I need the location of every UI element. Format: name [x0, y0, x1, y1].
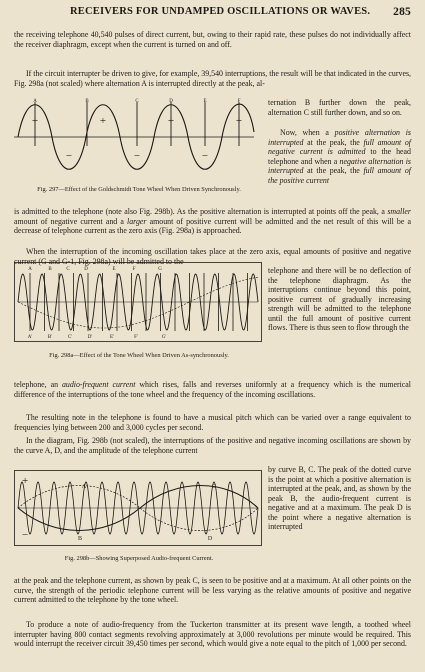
paragraph-2-side: ternation B further down the peak, alternation C still further down, and so on. [268, 98, 411, 117]
text-run: amount of negative current and a [14, 216, 128, 226]
paragraph-6 [14, 380, 411, 399]
paragraph-1: the receiving telephone 40,540 pulses of direct current, but, owing to their rapid rate, these pulses do not individually affect the receiver diaphragm, except when the current is turned on and off. [14, 30, 411, 49]
paragraph-2-top: If the circuit interrupter be driven to give, for example, 39,540 interruptions, the result will be that indicated in the curves, Fig. 298a (not scaled) where alternation A is interrupted directly at the peak, al- [14, 69, 411, 88]
label-d: D [207, 536, 213, 542]
emphasis: larger [127, 216, 147, 226]
plus-sign: + [22, 475, 29, 487]
paragraph-8-top: In the diagram, Fig. 298b (not scaled), the interruptions of the positive and negative incoming oscillations are shown by the curve A, D, and the amplitude of the telephone current [14, 436, 411, 455]
text-run: which rises, falls and reverses uniformly at a frequency which is the numerical difference of the interruptions of the tone wheel and the frequency of the incoming oscillations. [14, 380, 411, 399]
paragraph-8-side: by curve B, C. The peak of the dotted curve is the point at which a positive alternation is interrupted at the peak, and, as shown by the peak B, the audio-frequent current is negative and at a maximum. The peak D is the point where a negative alternation is interrupted [268, 465, 411, 531]
paragraph-3 [268, 128, 411, 185]
label-d: D [84, 267, 88, 272]
figure-297 [14, 96, 259, 174]
paragraph-5-top: When the interruption of the incoming oscillation takes place at the zero axis, equal amounts of positive and negative current (G and G-1, Fig. 298a) will be admitted to the [14, 247, 411, 266]
figure-297-caption: Fig. 297—Effect of the Goldschmidt Tone Wheel When Driven Synchronously. [37, 186, 241, 193]
paragraph-10: To produce a note of audio-frequency from the Tuckerton transmitter at its present wave length, a toothed wheel interrupter having 800 contact segments revolving approximately at 3,000 revolutions per minute would be required. This would interrupt the receiver circuit 39,450 times per second, which would give a note equal to the pitch of 1,000 per second. [14, 620, 411, 648]
label-e: E [203, 99, 207, 104]
label-f: F [132, 267, 136, 272]
label-d: D [169, 99, 173, 104]
label-a: A [33, 99, 37, 104]
interruptions [35, 102, 239, 146]
label-b: B [48, 267, 52, 272]
emphasis: full amount of the positive current [268, 166, 411, 185]
running-title: RECEIVERS FOR UNDAMPED OSCILLATIONS OR WAVES. [70, 6, 371, 17]
emphasis: audio-frequent current [61, 380, 136, 389]
label-c: C [66, 267, 70, 272]
plus-sign: + [99, 115, 107, 127]
minus-sign: − [133, 150, 141, 162]
figure-298b-caption: Fig. 298b—Showing Superposed Audio-frequent Current. [64, 555, 214, 562]
label-b: B [77, 536, 83, 542]
label-f-prime: F' [134, 335, 138, 340]
paragraph-7: The resulting note in the telephone is found to have a musical pitch which can be varied over a range equivalent to frequencies lying between 200 and 3,000 cycles per second. [14, 413, 411, 432]
label-e: E [112, 267, 116, 272]
label-c: C [211, 484, 217, 490]
label-a: A [81, 484, 87, 490]
minus-sign: − [22, 529, 29, 541]
label-e-prime: E' [110, 335, 114, 340]
paragraph-4 [14, 207, 411, 236]
label-a: A [28, 267, 32, 272]
figure-298b [14, 470, 262, 546]
plus-sign: + [235, 115, 243, 127]
label-b-prime: B' [47, 335, 53, 340]
text-run: telephone, an [14, 380, 62, 389]
label-a-prime: A' [27, 335, 33, 340]
text-run: at the peak, the [303, 166, 364, 175]
emphasis: smaller [387, 207, 411, 216]
emphasis: positive alternation is interrupted [268, 128, 411, 147]
plus-sign: + [167, 115, 175, 127]
label-g-prime: G' [161, 335, 167, 340]
label-f: F [237, 99, 241, 104]
plus-sign: + [31, 115, 39, 127]
paragraph-5-side: telephone and there will be no deflection of the telephone diaphragm. As the interruptions continue beyond this point, positive current of gradually increasing strength will be admitted to the telephone until the full amount of positive current flows. There is thus seen to flow through the [268, 266, 411, 332]
text-run: Now, when a [280, 128, 335, 137]
text-run: amount of positive current will be admitted and the net result of this will be a decrease of telephone current as the zero axis (Fig. 298a) is approached. [14, 216, 411, 235]
figure-298a [14, 262, 262, 342]
figure-298a-caption: Fig. 298a—Effect of the Tone Wheel When Driven As-synchronously. [49, 352, 229, 359]
label-d-prime: D' [87, 335, 93, 340]
label-c: C [135, 99, 139, 104]
emphasis: negative alternation is interrupted [268, 156, 411, 175]
label-b: B [85, 99, 89, 104]
text-run: at the peak, the [303, 137, 364, 147]
minus-sign: − [201, 150, 209, 162]
text-run: to the head telephone and when a [268, 147, 411, 166]
page-number: 285 [393, 6, 411, 18]
emphasis: full amount of negative current is admitted [268, 137, 411, 156]
minus-sign: − [65, 150, 73, 162]
paragraph-9: at the peak and the telephone current, as shown by peak C, is seen to be positive and at a maximum. At all other points on the curve, the strength of the periodic telephone current will be less varying as the relative amounts of positive and negative current admitted to the telephone by the tone wheel. [14, 576, 411, 604]
label-g: G [158, 267, 162, 272]
label-c-prime: C' [67, 335, 73, 340]
text-run: is admitted to the telephone (note also Fig. 298b). As the positive alternation is interrupted at points off the peak, a [14, 207, 388, 216]
